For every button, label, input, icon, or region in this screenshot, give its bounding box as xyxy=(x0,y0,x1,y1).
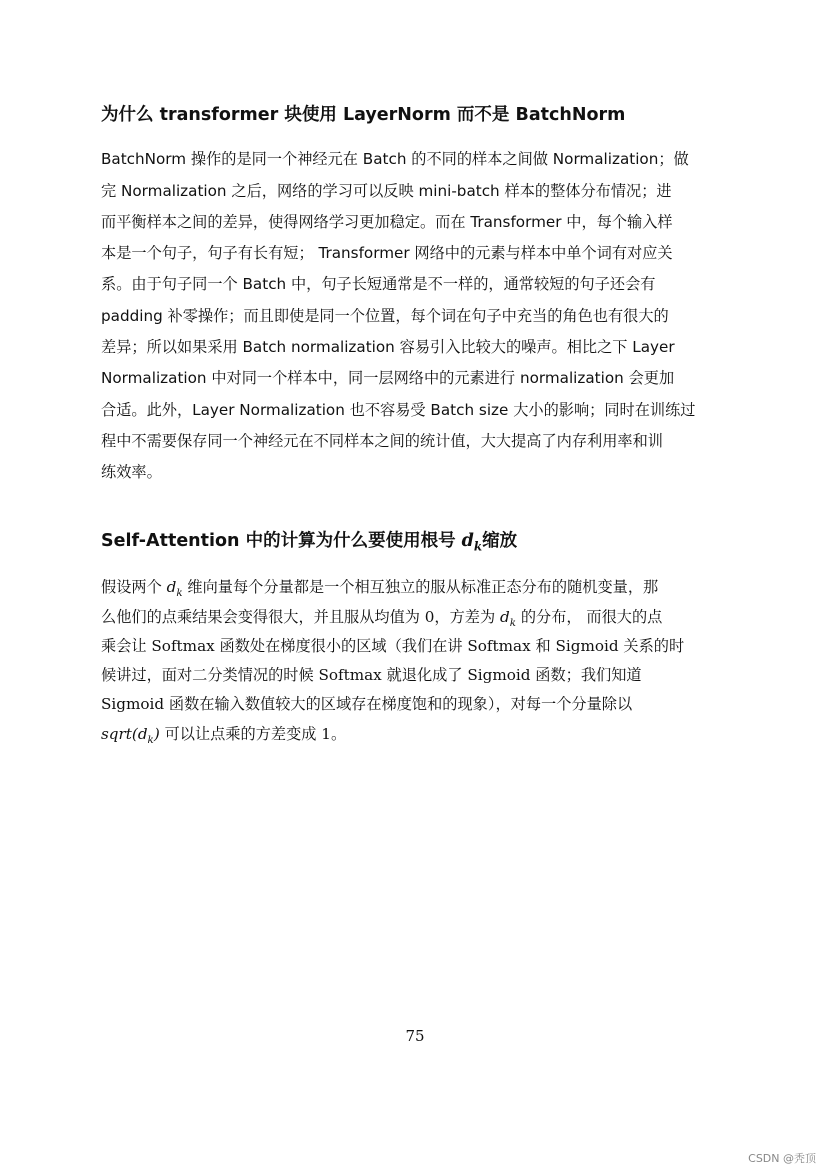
math-subscript-k: k xyxy=(509,617,517,630)
text: 么他们的点乘结果会变得很大，并且服从均值为 0，方差为 xyxy=(101,608,501,626)
text: 的分布， 而很大的点 xyxy=(516,608,663,626)
paragraph-line: 候讲过，面对二分类情况的时候 Softmax 就退化成了 Sigmoid 函数；我们知道 xyxy=(101,666,642,684)
text: 可以让点乘的方差变成 1。 xyxy=(159,725,347,743)
paragraph-line xyxy=(101,606,662,629)
paragraph-line: 练效率。 xyxy=(101,463,162,481)
math-d: d xyxy=(461,531,474,551)
paragraph-line: 系。由于句子同一个 Batch 中，句子长短通常是不一样的，通常较短的句子还会有 xyxy=(101,275,656,293)
paragraph-line: 差异；所以如果采用 Batch normalization 容易引入比较大的噪声。相比之下 Layer xyxy=(101,338,675,356)
page-number: 75 xyxy=(405,1027,425,1045)
paragraph-line: 而平衡样本之间的差异，使得网络学习更加稳定。而在 Transformer 中，每个输入样 xyxy=(101,213,673,231)
math-subscript-k: k xyxy=(176,587,183,600)
math-d: d xyxy=(137,725,148,743)
section-heading-layernorm: 为什么 transformer 块使用 LayerNorm 而不是 BatchNorm xyxy=(101,105,626,125)
text: 维向量每个分量都是一个相互独立的服从标准正态分布的随机变量，那 xyxy=(182,578,659,596)
math-d: d xyxy=(166,578,177,596)
math-close-paren: ) xyxy=(153,725,160,743)
math-subscript-k: k xyxy=(473,539,483,554)
paragraph-line xyxy=(101,576,658,599)
section-heading-self-attention xyxy=(101,527,517,554)
paragraph-line: 本是一个句子，句子有长有短； Transformer 网络中的元素与样本中单个词有对应关 xyxy=(101,244,673,262)
heading-text: Self-Attention 中的计算为什么要使用根号 xyxy=(101,531,462,551)
paragraph-line: 合适。此外，Layer Normalization 也不容易受 Batch size 大小的影响；同时在训练过 xyxy=(101,401,696,419)
math-subscript-k: k xyxy=(147,734,154,747)
text: 假设两个 xyxy=(101,578,167,596)
paragraph-line: Sigmoid 函数在输入数值较大的区域存在梯度饱和的现象），对每一个分量除以 xyxy=(101,695,633,713)
paragraph-line: 程中不需要保存同一个神经元在不同样本之间的统计值，大大提高了内存利用率和训 xyxy=(101,432,663,450)
heading-text-suffix: 缩放 xyxy=(482,531,518,551)
paragraph-line: padding 补零操作；而且即使是同一个位置，每个词在句子中充当的角色也有很大的 xyxy=(101,307,669,325)
paragraph-line: 完 Normalization 之后，网络的学习可以反映 mini-batch 样本的整体分布情况；进 xyxy=(101,182,672,200)
math-d: d xyxy=(500,608,510,626)
paragraph-line: BatchNorm 操作的是同一个神经元在 Batch 的不同的样本之间做 Normalization；做 xyxy=(101,150,689,168)
paragraph-line xyxy=(101,723,346,746)
paragraph-line: 乘会让 Softmax 函数处在梯度很小的区域（我们在讲 Softmax 和 Sigmoid 关系的时 xyxy=(101,637,685,655)
paragraph-line: Normalization 中对同一个样本中，同一层网络中的元素进行 normalization 会更加 xyxy=(101,369,675,387)
math-sqrt: sqrt( xyxy=(101,725,138,743)
watermark: CSDN @秃顶 xyxy=(748,1152,816,1165)
